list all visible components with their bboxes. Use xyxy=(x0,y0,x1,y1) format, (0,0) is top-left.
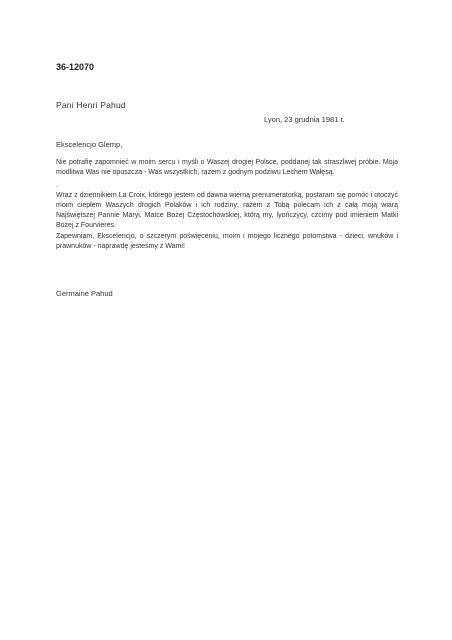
separator-dot: . xyxy=(56,181,58,189)
paragraph: Zapewniam, Ekscelencjo, o szczerym poświęceniu, moim i mojego licznego potomstwa - dzieci, wnuków i prawnuków - naprawdę jesteśmy z Wami! xyxy=(56,232,398,251)
paragraph: Wraz z dziennikiem La Croix, którego jestem od dawna wierną prenumeratorką, postaram się pomóc i otoczyć moim ciepłem Waszych drogich Polaków i ich rodziny; razem z Tobą polecam ich z całą moją wiarą Najświętszej Pannie Maryi, Matce Bożej Częstochowskiej, którą my, lyończycy, czcimy pod imieniem Matki Bożej z Fourvieres. xyxy=(56,191,398,230)
salutation: Ekscelencjo Glemp, xyxy=(56,140,123,149)
addressee: Pani Henri Pahud xyxy=(56,100,126,110)
document-number: 36-12070 xyxy=(56,62,95,72)
letter-body xyxy=(56,158,398,252)
place-date: Lyon, 23 grudnia 1981 r. xyxy=(264,115,345,124)
signature: Germaine Pahud xyxy=(56,289,113,298)
paragraph: Nie potrafię zapomnieć w moim sercu i myśli o Waszej drogiej Polsce, poddanej tak straszliwej próbie. Moja modlitwa Was nie opuszcza - Was wszystkich, razem z godnym podziwu Lechem Wałęsą. xyxy=(56,159,398,177)
